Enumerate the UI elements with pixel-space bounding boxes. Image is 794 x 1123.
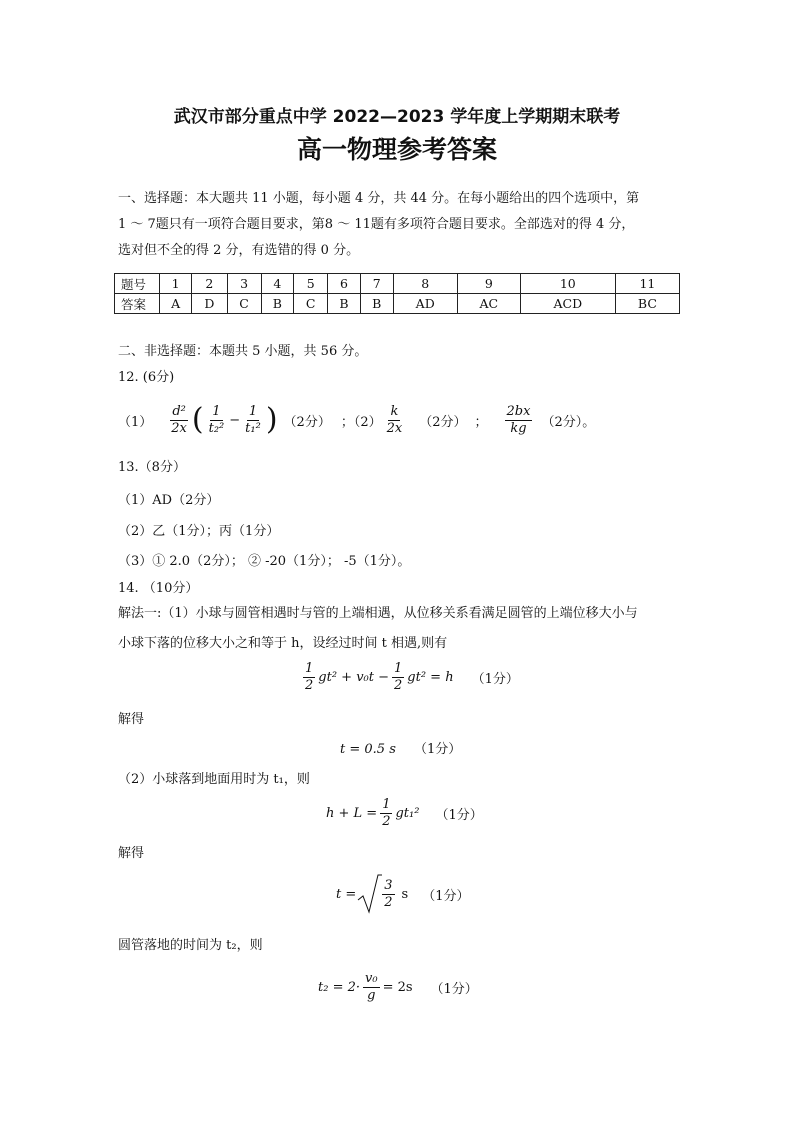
page-subtitle: 高一物理参考答案 — [296, 135, 497, 164]
eq4-fraction: $\frac{3}{2}$ — [384, 877, 393, 910]
eq3-score: （1分） — [435, 807, 483, 823]
eq1-score: （1分） — [471, 671, 519, 687]
eq5-term-a: t₂ = 2· — [318, 979, 360, 995]
table-cell: 6 — [328, 274, 361, 294]
table-cell: B — [328, 294, 361, 314]
q12-fraction-1b: $\frac{1}{\text{t₁²}}$ — [245, 403, 261, 436]
q14-jiede-2: 解得 — [118, 846, 145, 861]
table-cell: 7 — [360, 274, 393, 294]
eq2-text: t = 0.5 s — [340, 742, 396, 757]
q12-sep2: ； — [474, 414, 488, 430]
section1-line1: 一、选择题：本大题共 11 小题，每小题 4 分，共 44 分。在每小题给出的四个选项中，第 — [118, 191, 640, 206]
table-cell: 题号 — [115, 274, 160, 294]
table-row — [115, 294, 680, 314]
table-cell: AC — [457, 294, 520, 314]
q13-line3: （3）① 2.0（2分）； ② -20（1分）； -5（1分）。 — [118, 554, 411, 569]
q12-answer — [118, 398, 595, 442]
table-cell: 2 — [192, 274, 227, 294]
eq4-score: （1分） — [422, 888, 470, 904]
table-cell: BC — [615, 294, 679, 314]
table-cell: C — [227, 294, 261, 314]
table-cell: A — [160, 294, 192, 314]
eq4-term-a: t = — [336, 886, 357, 902]
minus-sign: − — [229, 412, 241, 428]
q12-heading: 12. (6分) — [118, 370, 175, 385]
q12-score3: （2分）。 — [541, 414, 596, 430]
table-cell: 1 — [160, 274, 192, 294]
q14-equation-4 — [336, 872, 469, 916]
section1-line2: 1 ～ 7题只有一项符合题目要求，第8 ～ 11题有多项符合题目要求。全部选对的得 4 分， — [118, 217, 635, 232]
table-cell: 8 — [393, 274, 457, 294]
q13-line2: （2）乙（1分）；丙（1分） — [118, 524, 280, 539]
table-cell: B — [261, 294, 294, 314]
sqrt-icon — [356, 872, 382, 916]
table-cell: AD — [393, 294, 457, 314]
q12-score1: （2分） — [283, 414, 331, 430]
table-cell: 5 — [294, 274, 328, 294]
q13-heading: 13.（8分） — [118, 460, 186, 475]
section1-line3: 选对但不全的得 2 分，有选错的得 0 分。 — [118, 243, 360, 258]
half-fraction: $\frac{1}{2}$ — [305, 660, 314, 693]
section2-heading: 二、非选择题：本题共 5 小题，共 56 分。 — [118, 344, 368, 359]
q14-line3: （2）小球落到地面用时为 t₁，则 — [118, 772, 310, 787]
eq2-score: （1分） — [414, 742, 462, 757]
q14-line1: 解法一:（1）小球与圆管相遇时与管的上端相遇，从位移关系看满足圆管的上端位移大小与 — [118, 606, 638, 621]
half-fraction: $\frac{1}{2}$ — [382, 796, 391, 829]
right-paren: ) — [265, 402, 278, 437]
left-paren: ( — [191, 402, 204, 437]
q14-jiede-1: 解得 — [118, 712, 145, 727]
table-cell: 9 — [457, 274, 520, 294]
table-cell: B — [360, 294, 393, 314]
q14-equation-3 — [326, 794, 483, 832]
table-row — [115, 274, 680, 294]
table-cell: ACD — [520, 294, 615, 314]
eq5-score: （1分） — [430, 981, 478, 997]
table-cell: 4 — [261, 274, 294, 294]
eq5-fraction: $\frac{\text{v₀}}{g}$ — [365, 970, 378, 1003]
q12-fraction-1a: $\frac{1}{\text{t₂²}}$ — [208, 403, 225, 436]
section1-instructions — [118, 186, 680, 264]
table-cell: 3 — [227, 274, 261, 294]
q14-equation-2 — [340, 738, 461, 757]
answer-table — [114, 273, 680, 314]
eq4-unit: s — [401, 886, 409, 902]
table-cell: 答案 — [115, 294, 160, 314]
q14-heading: 14. （10分） — [118, 581, 199, 596]
page-title: 武汉市部分重点中学 2022—2023 学年度上学期期末联考 — [173, 107, 621, 127]
eq3-term-b: gt₁² — [395, 805, 420, 821]
q14-equation-5 — [318, 966, 478, 1008]
table-cell: 11 — [615, 274, 679, 294]
q12-fraction-1: $\frac{\text{d²}}{2x}$ — [171, 403, 187, 436]
q12-sep1: ；（2） — [340, 414, 382, 430]
table-cell: D — [192, 294, 227, 314]
q14-line2: 小球下落的位移大小之和等于 h，设经过时间 t 相遇,则有 — [118, 636, 448, 651]
table-cell: C — [294, 294, 328, 314]
half-fraction: $\frac{1}{2}$ — [394, 660, 403, 693]
q12-fraction-3: $\frac{2bx}{kg}$ — [506, 403, 531, 436]
table-cell: 10 — [520, 274, 615, 294]
q14-line4: 圆管落地的时间为 t₂，则 — [118, 938, 263, 953]
q12-score2: （2分） — [419, 414, 467, 430]
eq1-term-b: gt² = h — [407, 669, 454, 685]
q12-part1-label: （1） — [118, 414, 153, 430]
eq5-term-b: = 2s — [382, 979, 413, 995]
q13-line1: （1）AD（2分） — [118, 493, 220, 508]
q12-fraction-2: $\frac{k}{2x}$ — [386, 403, 403, 436]
eq1-term-a: gt² + v₀t − — [318, 669, 390, 685]
eq3-term-a: h + L = — [326, 805, 378, 821]
q14-equation-1 — [300, 658, 519, 696]
